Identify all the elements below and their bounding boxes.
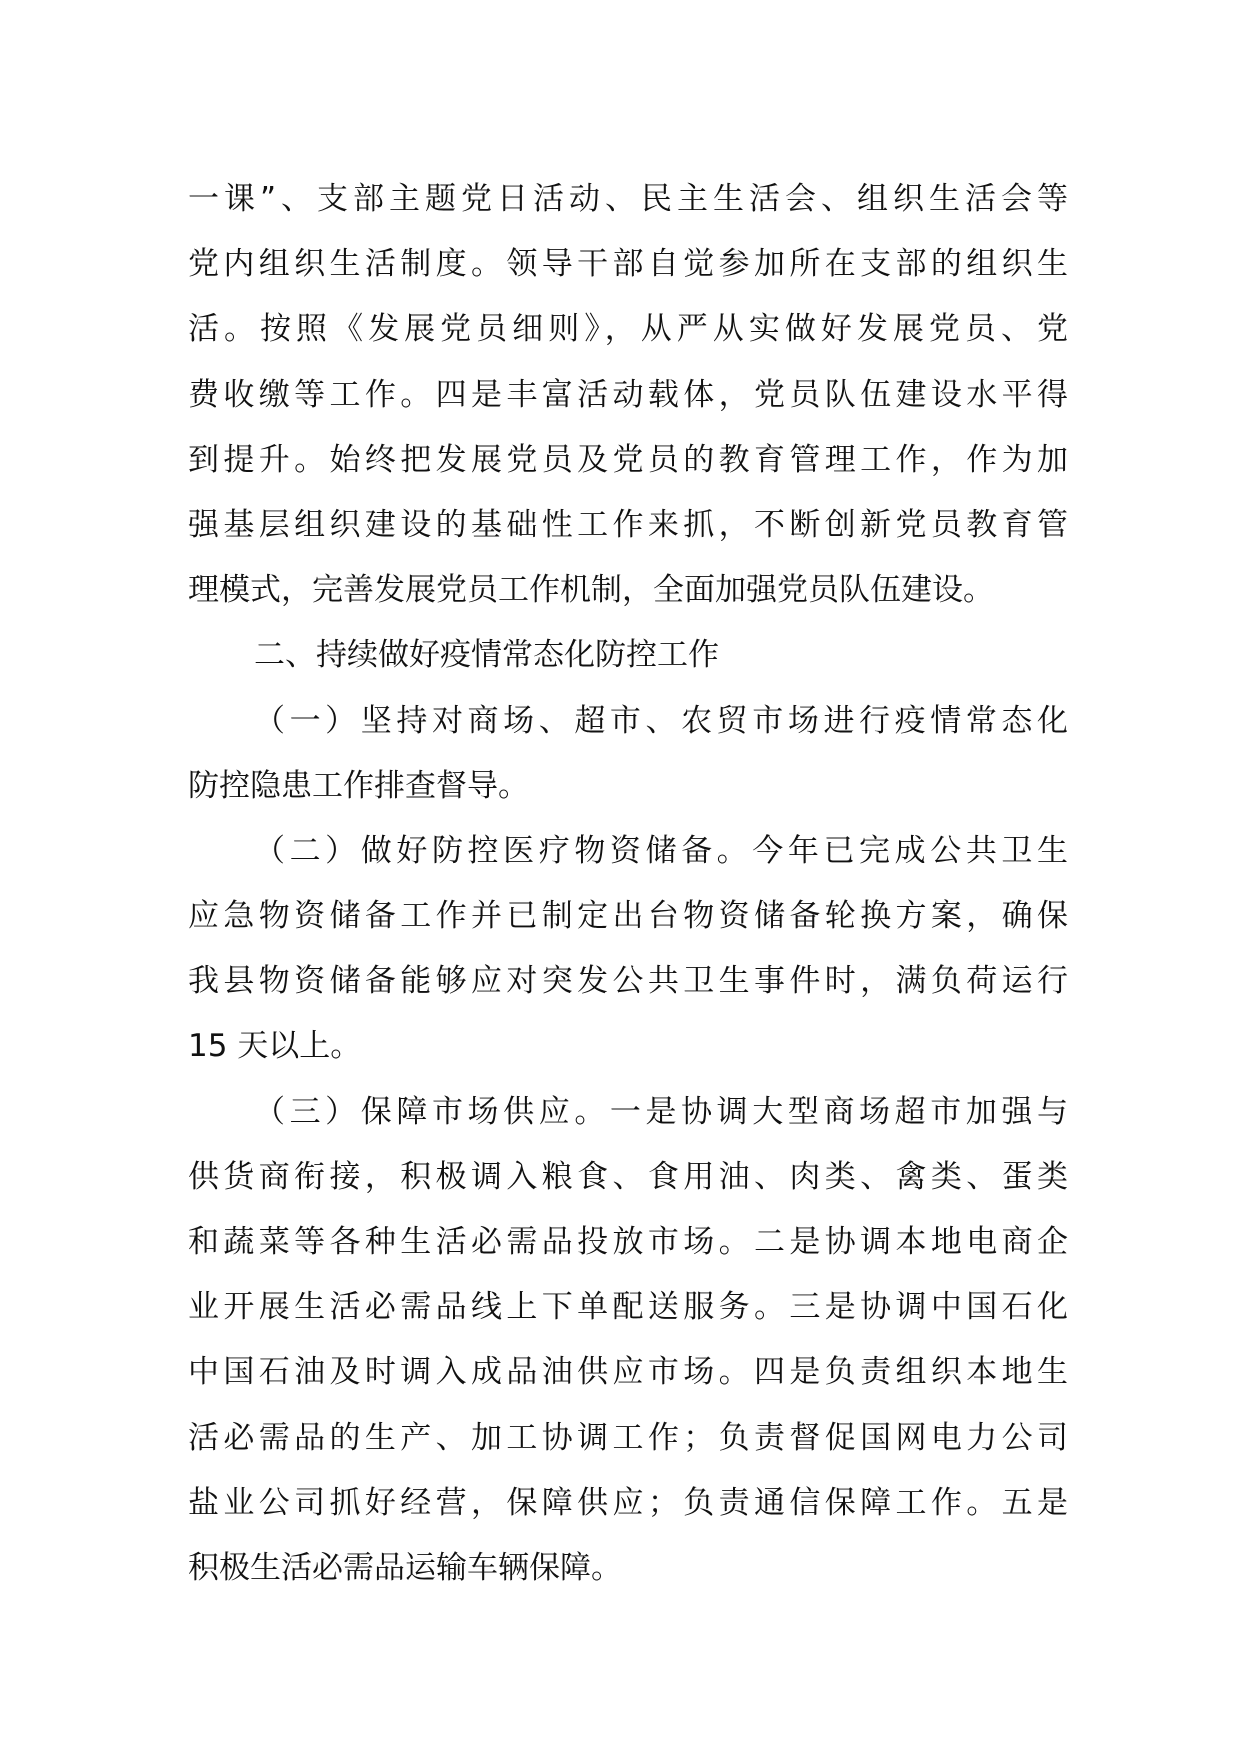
text-line: 业开展生活必需品线上下单配送服务。三是协调中国石化 — [188, 1289, 1068, 1326]
text-line: 强基层组织建设的基础性工作来抓，不断创新党员教育管 — [188, 506, 1068, 543]
section-heading: 二、持续做好疫情常态化防控工作 — [254, 637, 719, 674]
text-line: 积极生活必需品运输车辆保障。 — [188, 1549, 622, 1586]
text-line: 我县物资储备能够应对突发公共卫生事件时，满负荷运行 — [188, 963, 1068, 1000]
paragraph-start-line: （三）保障市场供应。一是协调大型商场超市加强与 — [254, 1093, 1068, 1130]
text-line: 活必需品的生产、加工协调工作；负责督促国网电力公司 — [188, 1419, 1068, 1456]
text-line: 中国石油及时调入成品油供应市场。四是负责组织本地生 — [188, 1354, 1068, 1391]
text-line: 理模式，完善发展党员工作机制，全面加强党员队伍建设。 — [188, 572, 994, 609]
text-line: 活。按照《发展党员细则》，从严从实做好发展党员、党 — [188, 311, 1068, 348]
text-line: 一课”、支部主题党日活动、民主生活会、组织生活会等 — [188, 181, 1068, 217]
text-line: 防控隐患工作排查督导。 — [188, 767, 529, 804]
paragraph-start-line: （一）坚持对商场、超市、农贸市场进行疫情常态化 — [254, 702, 1068, 739]
text-line: 到提升。始终把发展党员及党员的教育管理工作，作为加 — [188, 441, 1068, 478]
paragraph-start-line: （二）做好防控医疗物资储备。今年已完成公共卫生 — [254, 832, 1068, 869]
text-line: 15 天以上。 — [188, 1028, 362, 1065]
text-line: 供货商衔接，积极调入粮食、食用油、肉类、禽类、蛋类 — [188, 1158, 1068, 1195]
body-text — [188, 167, 1068, 1601]
text-line: 费收缴等工作。四是丰富活动载体，党员队伍建设水平得 — [188, 376, 1068, 413]
text-line: 和蔬菜等各种生活必需品投放市场。二是协调本地电商企 — [188, 1224, 1068, 1260]
text-line: 应急物资储备工作并已制定出台物资储备轮换方案，确保 — [188, 898, 1068, 935]
text-line: 盐业公司抓好经营，保障供应；负责通信保障工作。五是 — [188, 1484, 1068, 1521]
text-line: 党内组织生活制度。领导干部自觉参加所在支部的组织生 — [188, 246, 1068, 283]
